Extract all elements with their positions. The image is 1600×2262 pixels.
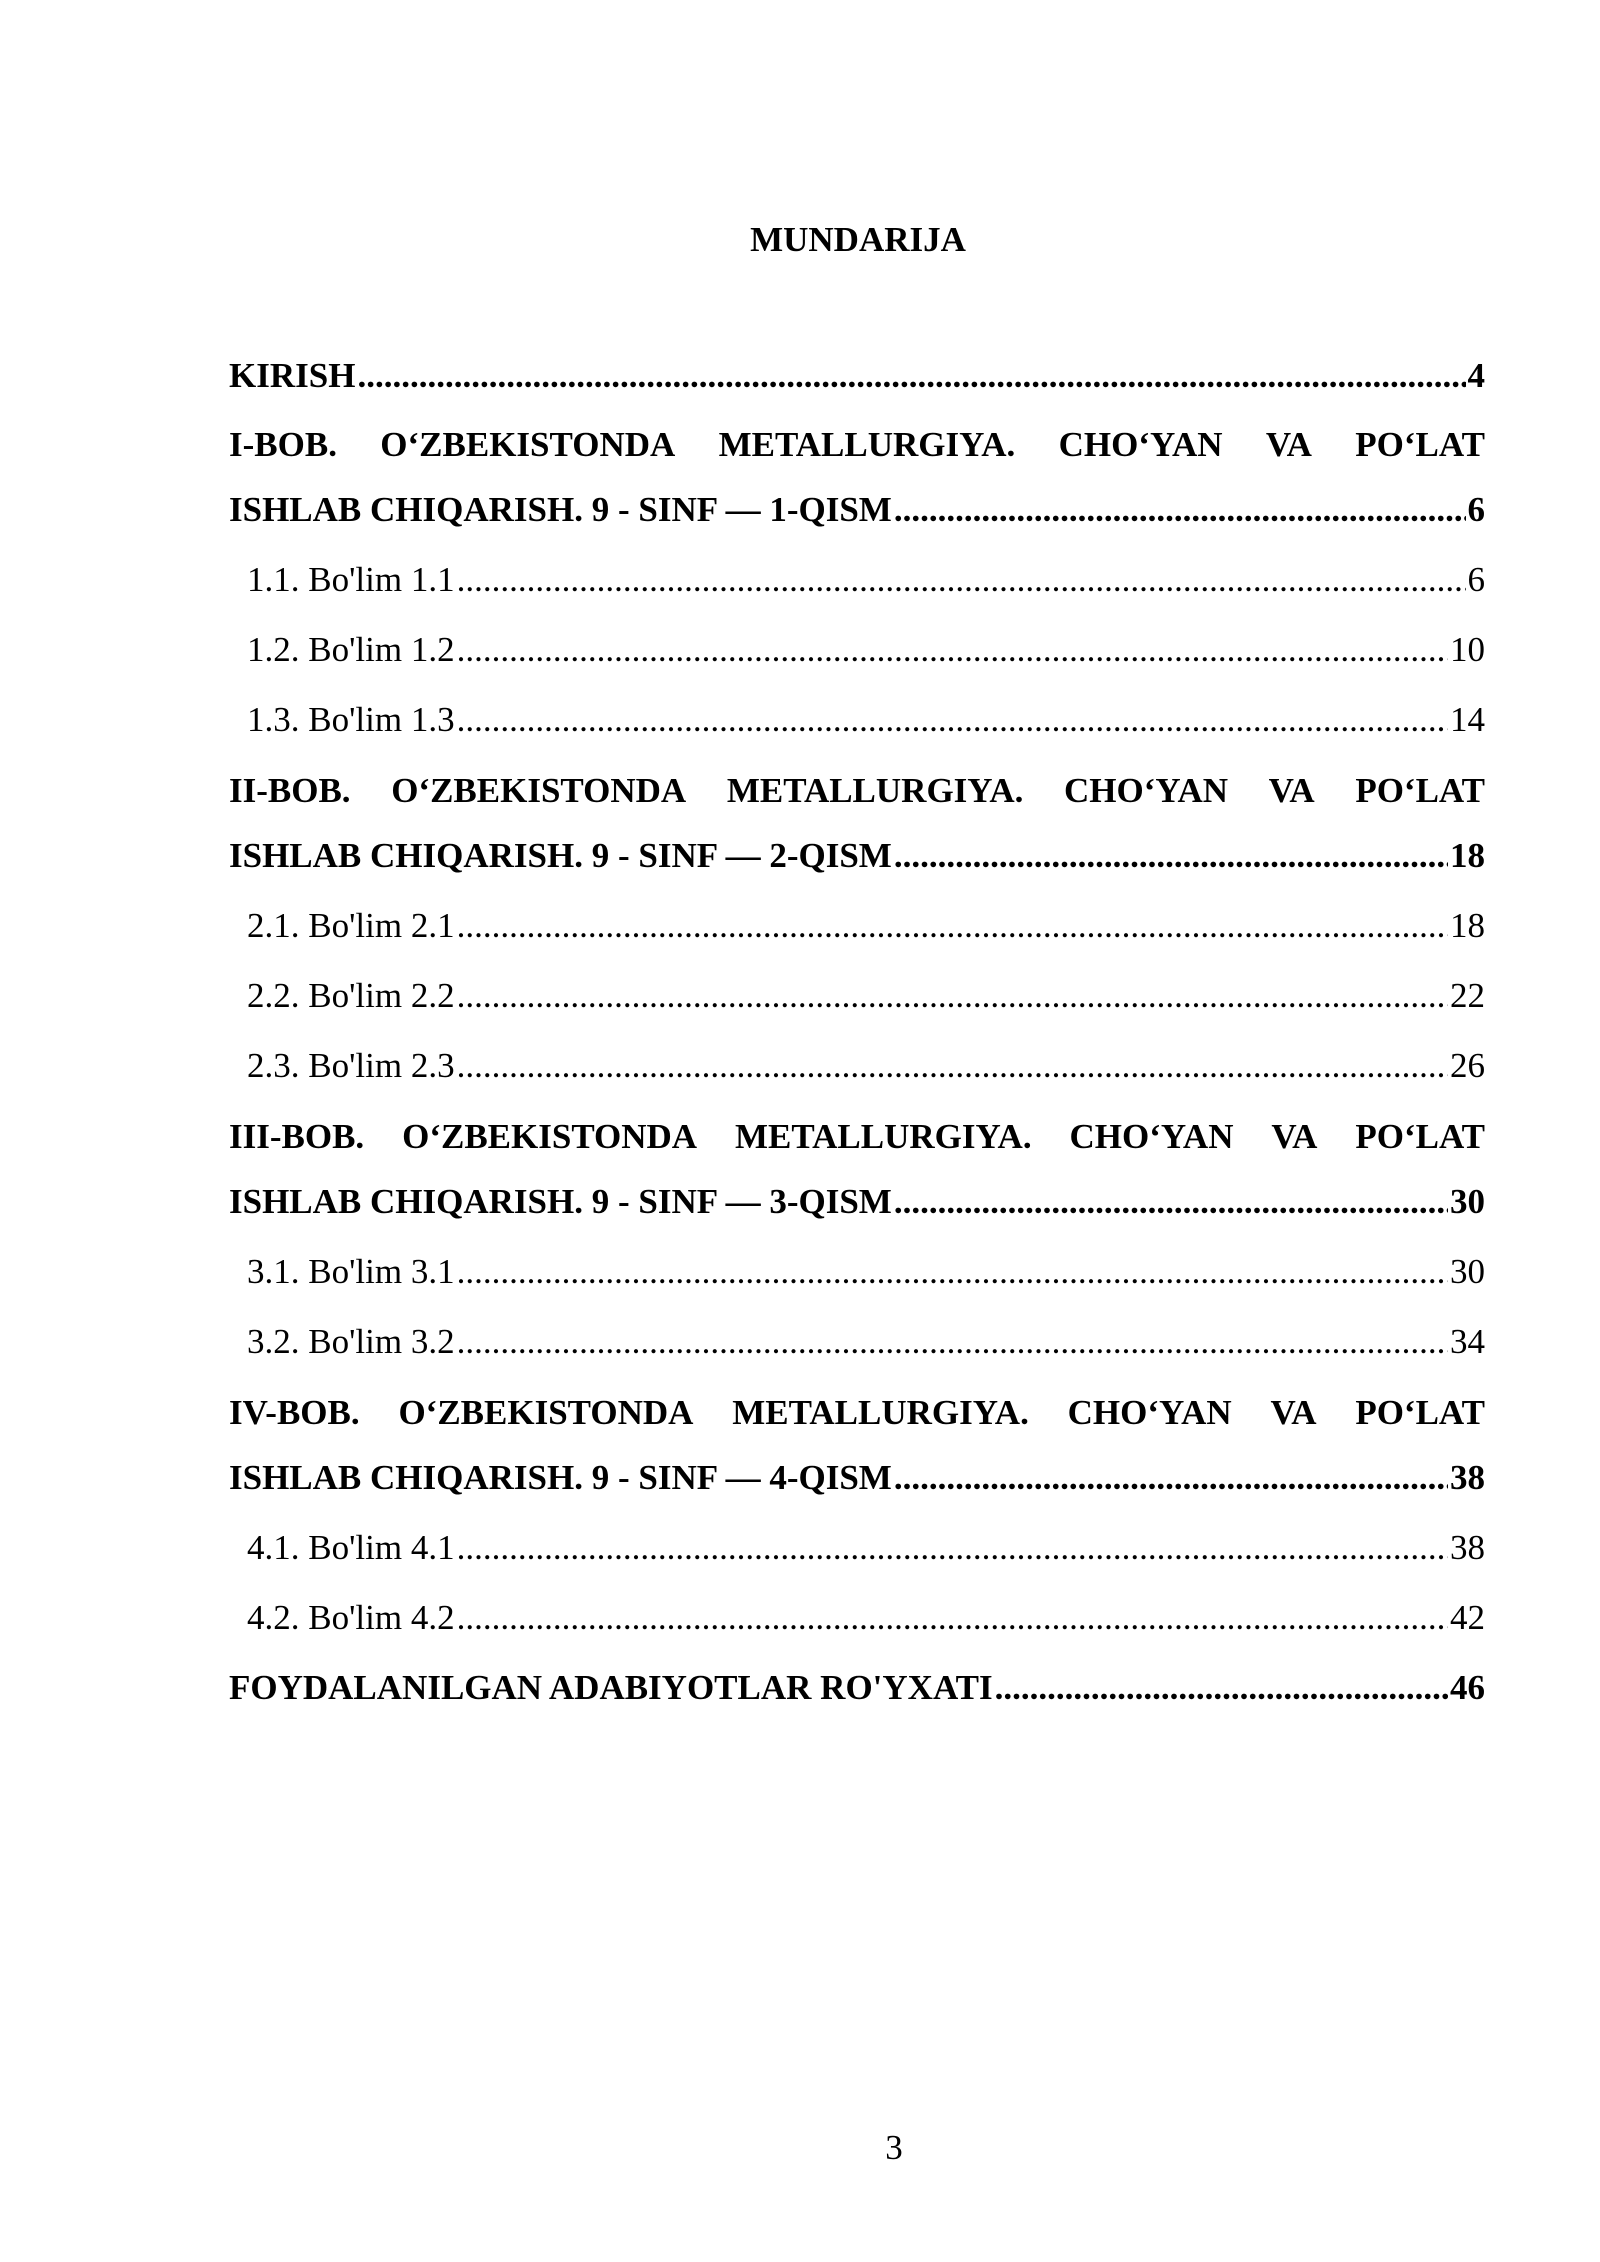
heading-word: METALLURGIYA. <box>726 771 1024 810</box>
dot-leader <box>357 354 1465 398</box>
toc-entry-page: 6 <box>1467 490 1485 529</box>
toc-chapter-2-heading[interactable] <box>229 769 1485 813</box>
heading-word: O‘ZBEKISTONDA <box>398 1393 694 1432</box>
toc-entry-label: 2.3. Bo'lim 2.3 <box>247 1046 455 1085</box>
toc-entry-page: 38 <box>1450 1528 1485 1567</box>
dot-leader <box>457 1320 1448 1364</box>
toc-entry-page: 30 <box>1450 1252 1485 1291</box>
heading-word: O‘ZBEKISTONDA <box>402 1117 698 1156</box>
heading-word: IV-BOB. <box>229 1393 360 1432</box>
toc-entry-page: 22 <box>1450 976 1485 1015</box>
toc-entry-page: 10 <box>1450 630 1485 669</box>
toc-chapter-1[interactable] <box>229 488 1485 532</box>
dot-leader <box>457 1596 1448 1640</box>
toc-entry-page: 42 <box>1450 1598 1485 1637</box>
toc-section-2-1[interactable] <box>229 904 1485 948</box>
toc-entry-page: 26 <box>1450 1046 1485 1085</box>
dot-leader <box>894 488 1466 532</box>
dot-leader <box>894 834 1448 878</box>
dot-leader <box>457 628 1448 672</box>
toc-entry-page: 30 <box>1450 1182 1485 1221</box>
toc-chapter-4-heading[interactable] <box>229 1391 1485 1435</box>
dot-leader <box>457 1250 1448 1294</box>
heading-word: O‘ZBEKISTONDA <box>391 771 687 810</box>
dot-leader <box>457 558 1466 602</box>
dot-leader <box>894 1456 1448 1500</box>
toc-section-4-1[interactable] <box>229 1526 1485 1570</box>
heading-word: III-BOB. <box>229 1117 365 1156</box>
dot-leader <box>457 974 1448 1018</box>
toc-entry-page: 38 <box>1450 1458 1485 1497</box>
toc-entry-label: 3.1. Bo'lim 3.1 <box>247 1252 455 1291</box>
page-number: 3 <box>885 2128 903 2167</box>
toc-entry-label: 1.2. Bo'lim 1.2 <box>247 630 455 669</box>
dot-leader <box>457 698 1448 742</box>
heading-word: PO‘LAT <box>1355 771 1485 810</box>
toc-entry-label: ISHLAB CHIQARISH. 9 - SINF — 3-QISM <box>229 1182 892 1221</box>
toc-chapter-2[interactable] <box>229 834 1485 878</box>
toc-entry-label: ISHLAB CHIQARISH. 9 - SINF — 1-QISM <box>229 490 892 529</box>
toc-entry-page: 18 <box>1450 836 1485 875</box>
toc-chapter-1-heading[interactable] <box>229 423 1485 467</box>
toc-section-3-1[interactable] <box>229 1250 1485 1294</box>
toc-chapter-4[interactable] <box>229 1456 1485 1500</box>
toc-entry-label: FOYDALANILGAN ADABIYOTLAR RO'YXATI <box>229 1668 993 1707</box>
toc-entry-page: 46 <box>1450 1668 1485 1707</box>
toc-entry-label: 1.1. Bo'lim 1.1 <box>247 560 455 599</box>
heading-word: O‘ZBEKISTONDA <box>380 425 676 464</box>
toc-entry-label: ISHLAB CHIQARISH. 9 - SINF — 2-QISM <box>229 836 892 875</box>
toc-entry-intro[interactable] <box>229 354 1485 398</box>
heading-word: I-BOB. <box>229 425 337 464</box>
toc-entry-label: 2.1. Bo'lim 2.1 <box>247 906 455 945</box>
toc-section-2-3[interactable] <box>229 1044 1485 1088</box>
toc-entry-label: 4.1. Bo'lim 4.1 <box>247 1528 455 1567</box>
heading-word: VA <box>1271 1117 1318 1156</box>
toc-section-1-3[interactable] <box>229 698 1485 742</box>
toc-entry-page: 34 <box>1450 1322 1485 1361</box>
dot-leader <box>995 1666 1448 1710</box>
toc-entry-label: 4.2. Bo'lim 4.2 <box>247 1598 455 1637</box>
heading-word: II-BOB. <box>229 771 351 810</box>
heading-word: METALLURGIYA. <box>735 1117 1032 1156</box>
heading-word: METALLURGIYA. <box>732 1393 1029 1432</box>
toc-section-1-2[interactable] <box>229 628 1485 672</box>
dot-leader <box>894 1180 1448 1224</box>
heading-word: CHO‘YAN <box>1058 425 1223 464</box>
toc-section-4-2[interactable] <box>229 1596 1485 1640</box>
heading-word: PO‘LAT <box>1355 1117 1485 1156</box>
heading-word: CHO‘YAN <box>1067 1393 1232 1432</box>
dot-leader <box>457 1044 1448 1088</box>
toc-entry-bibliography[interactable] <box>229 1666 1485 1710</box>
toc-entry-page: 6 <box>1467 560 1485 599</box>
page-title: MUNDARIJA <box>750 220 966 259</box>
dot-leader <box>457 904 1448 948</box>
heading-word: VA <box>1270 1393 1317 1432</box>
toc-entry-page: 14 <box>1450 700 1485 739</box>
heading-word: CHO‘YAN <box>1064 771 1229 810</box>
toc-chapter-3[interactable] <box>229 1180 1485 1224</box>
toc-section-1-1[interactable] <box>229 558 1485 602</box>
toc-entry-page: 4 <box>1467 356 1485 395</box>
heading-word: PO‘LAT <box>1355 1393 1485 1432</box>
heading-word: VA <box>1268 771 1315 810</box>
heading-word: CHO‘YAN <box>1069 1117 1234 1156</box>
toc-entry-label: 1.3. Bo'lim 1.3 <box>247 700 455 739</box>
heading-word: PO‘LAT <box>1355 425 1485 464</box>
toc-entry-page: 18 <box>1450 906 1485 945</box>
toc-section-2-2[interactable] <box>229 974 1485 1018</box>
toc-entry-label: KIRISH <box>229 356 356 395</box>
toc-chapter-3-heading[interactable] <box>229 1115 1485 1159</box>
heading-word: VA <box>1265 425 1312 464</box>
toc-entry-label: 3.2. Bo'lim 3.2 <box>247 1322 455 1361</box>
toc-entry-label: 2.2. Bo'lim 2.2 <box>247 976 455 1015</box>
heading-word: METALLURGIYA. <box>718 425 1016 464</box>
toc-entry-label: ISHLAB CHIQARISH. 9 - SINF — 4-QISM <box>229 1458 892 1497</box>
toc-section-3-2[interactable] <box>229 1320 1485 1364</box>
dot-leader <box>457 1526 1448 1570</box>
